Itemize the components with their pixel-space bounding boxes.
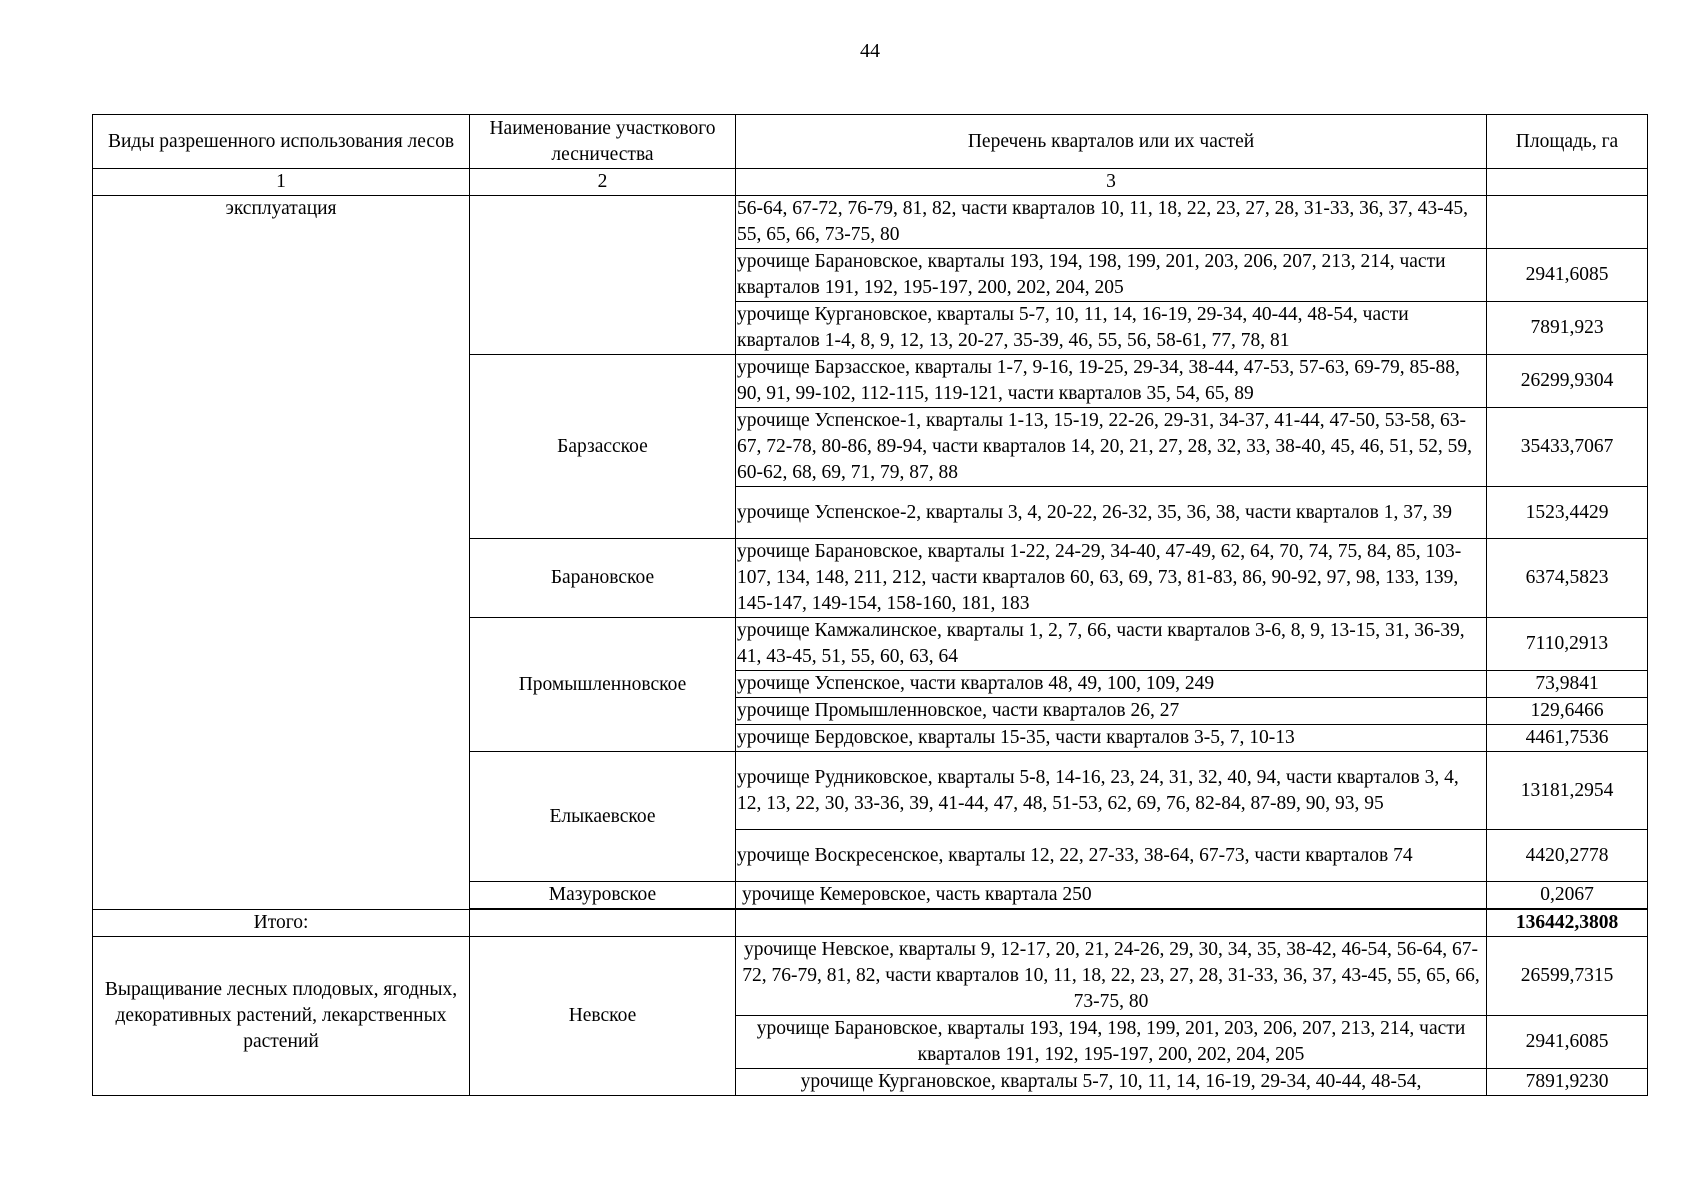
quarters-cell: урочище Камжалинское, кварталы 1, 2, 7, 66, части кварталов 3-6, 8, 9, 13-15, 31, 36-39, 41, 43-45, 51, 55, 60, 63, 64 [736, 618, 1487, 671]
quarters-cell: урочище Кемеровское, часть квартала 250 [736, 882, 1487, 909]
forest-use-table [92, 114, 1648, 1096]
header-row [93, 115, 1648, 169]
numbering-row [93, 169, 1648, 196]
header-area: Площадь, га [1487, 115, 1648, 169]
quarters-cell: урочище Кургановское, кварталы 5-7, 10, 11, 14, 16-19, 29-34, 40-44, 48-54, части кварталов 1-4, 8, 9, 12, 13, 20-27, 35-39, 46, 55, 56, 58-61, 77, 78, 81 [736, 302, 1487, 355]
quarters-cell: урочище Воскресенское, кварталы 12, 22, 27-33, 38-64, 67-73, части кварталов 74 [736, 830, 1487, 882]
use-type-cell: эксплуатация [93, 196, 470, 910]
area-cell: 0,2067 [1487, 882, 1648, 909]
area-cell: 13181,2954 [1487, 752, 1648, 830]
area-cell: 2941,6085 [1487, 249, 1648, 302]
quarters-cell: урочище Кургановское, кварталы 5-7, 10, 11, 14, 16-19, 29-34, 40-44, 48-54, [736, 1069, 1487, 1096]
area-cell: 73,9841 [1487, 671, 1648, 698]
area-cell: 4461,7536 [1487, 725, 1648, 752]
quarters-cell: урочище Успенское-2, кварталы 3, 4, 20-22, 26-32, 35, 36, 38, части кварталов 1, 37, 39 [736, 487, 1487, 539]
quarters-cell: урочище Барановское, кварталы 193, 194, 198, 199, 201, 203, 206, 207, 213, 214, части кварталов 191, 192, 195-197, 200, 202, 204, 205 [736, 249, 1487, 302]
area-cell: 129,6466 [1487, 698, 1648, 725]
quarters-cell: урочище Барзасское, кварталы 1-7, 9-16, 19-25, 29-34, 38-44, 47-53, 57-63, 69-79, 85-88, 90, 91, 99-102, 112-115, 119-121, части кварталов 35, 54, 65, 89 [736, 355, 1487, 408]
forestry-cell-barzasskoe: Барзасское [470, 355, 736, 539]
quarters-cell: урочище Барановское, кварталы 1-22, 24-29, 34-40, 47-49, 62, 64, 70, 74, 75, 84, 85, 103-107, 134, 148, 211, 212, части кварталов 60, 63, 69, 73, 81-83, 86, 90-92, 97, 98, 133, 139, 145-147, 149-154, 158-160, 181, 183 [736, 539, 1487, 618]
page-number: 44 [860, 40, 880, 62]
area-cell: 4420,2778 [1487, 830, 1648, 882]
quarters-cell: урочище Промышленновское, части кварталов 26, 27 [736, 698, 1487, 725]
quarters-cell: урочище Успенское-1, кварталы 1-13, 15-19, 22-26, 29-31, 34-37, 41-44, 47-50, 53-58, 63-67, 72-78, 80-86, 89-94, части кварталов 14, 20, 21, 27, 28, 32, 33, 38-40, 45, 46, 51, 52, 59, 60-62, 68, 69, 71, 79, 87, 88 [736, 408, 1487, 487]
area-cell: 2941,6085 [1487, 1016, 1648, 1069]
header-use-type: Виды разрешенного использования лесов [93, 115, 470, 169]
area-cell: 1523,4429 [1487, 487, 1648, 539]
column-number: 1 [93, 169, 470, 196]
header-forestry-name: Наименование участкового лесничества [470, 115, 736, 169]
area-cell: 26299,9304 [1487, 355, 1648, 408]
forestry-cell-nevskoe: Невское [470, 937, 736, 1096]
area-cell: 26599,7315 [1487, 937, 1648, 1016]
table-row [93, 937, 1648, 1016]
quarters-cell: урочище Барановское, кварталы 193, 194, 198, 199, 201, 203, 206, 207, 213, 214, части кварталов 191, 192, 195-197, 200, 202, 204, 205 [736, 1016, 1487, 1069]
total-row [93, 910, 1648, 937]
table-row [93, 196, 1648, 249]
column-number: 3 [736, 169, 1487, 196]
header-quarters-list: Перечень кварталов или их частей [736, 115, 1487, 169]
quarters-cell: урочище Успенское, части кварталов 48, 49, 100, 109, 249 [736, 671, 1487, 698]
quarters-cell: урочище Невское, кварталы 9, 12-17, 20, 21, 24-26, 29, 30, 34, 35, 38-42, 46-54, 56-64, 67-72, 76-79, 81, 82, части кварталов 10, 11, 18, 22, 23, 27, 28, 31-33, 36, 37, 43-45, 55, 65, 66, 73-75, 80 [736, 937, 1487, 1016]
total-empty-cell [736, 910, 1487, 937]
area-cell [1487, 196, 1648, 249]
forestry-cell-promyshlennovskoe: Промышленновское [470, 618, 736, 752]
area-cell: 7891,923 [1487, 302, 1648, 355]
forestry-cell-continued [470, 196, 736, 355]
total-label: Итого: [93, 910, 470, 937]
forestry-cell-baranovskoe: Барановское [470, 539, 736, 618]
forestry-cell-mazurovskoe: Мазуровское [470, 882, 736, 909]
area-cell: 6374,5823 [1487, 539, 1648, 618]
use-type-cell: Выращивание лесных плодовых, ягодных, декоративных растений, лекарственных растений [93, 937, 470, 1096]
area-cell: 7891,9230 [1487, 1069, 1648, 1096]
column-number [1487, 169, 1648, 196]
area-cell: 35433,7067 [1487, 408, 1648, 487]
area-cell: 7110,2913 [1487, 618, 1648, 671]
column-number: 2 [470, 169, 736, 196]
quarters-cell: урочище Бердовское, кварталы 15-35, части кварталов 3-5, 7, 10-13 [736, 725, 1487, 752]
quarters-cell: урочище Рудниковское, кварталы 5-8, 14-16, 23, 24, 31, 32, 40, 94, части кварталов 3, 4, 12, 13, 22, 30, 33-36, 39, 41-44, 47, 48, 51-53, 62, 69, 76, 82-84, 87-89, 90, 93, 95 [736, 752, 1487, 830]
forestry-cell-elykaevskoe: Елыкаевское [470, 752, 736, 882]
total-empty-cell [470, 910, 736, 937]
quarters-cell: 56-64, 67-72, 76-79, 81, 82, части кварталов 10, 11, 18, 22, 23, 27, 28, 31-33, 36, 37, 43-45, 55, 65, 66, 73-75, 80 [736, 196, 1487, 249]
total-area: 136442,3808 [1487, 910, 1648, 937]
